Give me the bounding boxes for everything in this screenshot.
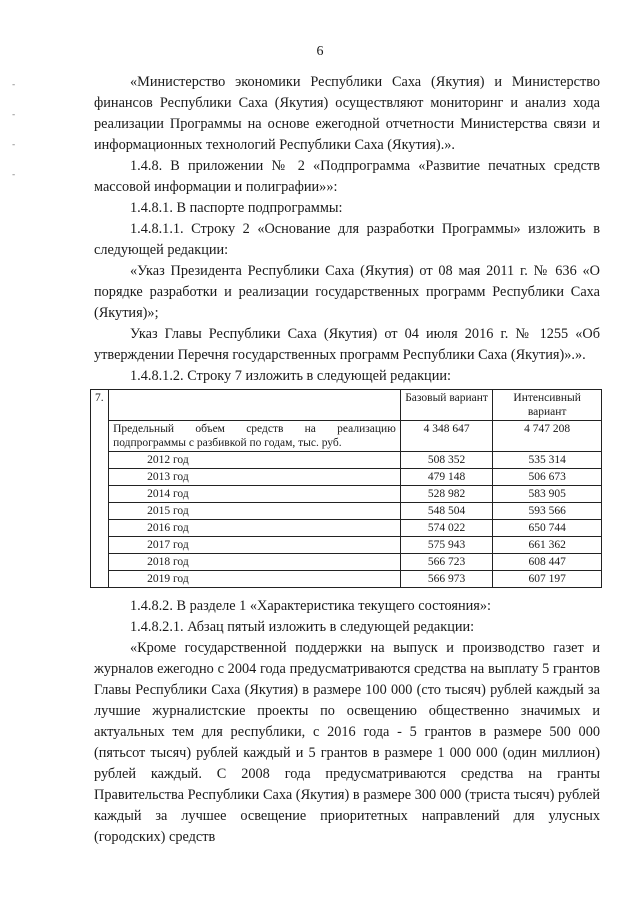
margin-mark: - bbox=[12, 170, 16, 180]
year-cell: 2013 год bbox=[109, 469, 401, 486]
base-value-cell: 566 973 bbox=[400, 571, 493, 588]
paragraph: «Кроме государственной поддержки на выпуск и производство газет и журналов ежегодно с 2004 года предусматриваются средства на выплату 5 грантов Главы Республики Саха (Якутия) в размере 100 000 (сто тысяч) рублей каждый за лучшие журналистские проекты по освещению общественно значимых и актуальных тем для республики, с 2016 года - 5 грантов в размере 500 000 (пятьсот тысяч) рублей каждый и 5 грантов в размере 1 000 000 (один миллион) рублей каждый. С 2008 года предусматриваются средства на гранты Правительства Республики Саха (Якутия) в размере 300 000 (триста тысяч) рублей каждый за лучшее освещение приоритетных направлений для улусных (городских) средств bbox=[94, 640, 600, 845]
paragraph: 1.4.8.2. В разделе 1 «Характеристика текущего состояния»: bbox=[130, 598, 491, 614]
paragraph: 1.4.8. В приложении № 2 «Подпрограмма «Развитие печатных средств массовой информации и полиграфии»»: bbox=[94, 158, 600, 195]
margin-mark: - bbox=[12, 80, 16, 90]
table-row bbox=[91, 452, 602, 469]
col-header-intensive: Интенсивный вариант bbox=[493, 390, 602, 421]
paragraph: «Указ Президента Республики Саха (Якутия) от 08 мая 2011 г. № 636 «О порядке разработки и реализации государственных программ Республики Саха (Якутия)»; bbox=[94, 263, 600, 321]
paragraph: Указ Главы Республики Саха (Якутия) от 04 июля 2016 г. № 1255 «Об утверждении Перечня государственных программ Республики Саха (Якутия)».». bbox=[94, 326, 600, 363]
intensive-value-cell: 608 447 bbox=[493, 554, 602, 571]
total-base-cell: 4 348 647 bbox=[400, 421, 493, 452]
year-cell: 2014 год bbox=[109, 486, 401, 503]
paragraph: 1.4.8.1. В паспорте подпрограммы: bbox=[130, 200, 343, 216]
base-value-cell: 574 022 bbox=[400, 520, 493, 537]
funding-table-wrapper bbox=[90, 389, 602, 588]
intensive-value-cell: 607 197 bbox=[493, 571, 602, 588]
margin-marks bbox=[12, 70, 15, 190]
page-number: 6 bbox=[316, 44, 324, 59]
table-header-row bbox=[91, 390, 602, 421]
table-row bbox=[91, 554, 602, 571]
year-cell: 2017 год bbox=[109, 537, 401, 554]
paragraph: 1.4.8.2.1. Абзац пятый изложить в следующей редакции: bbox=[130, 619, 475, 635]
empty-header-cell bbox=[109, 390, 401, 421]
intensive-value-cell: 535 314 bbox=[493, 452, 602, 469]
intensive-value-cell: 650 744 bbox=[493, 520, 602, 537]
row-number-cell: 7. bbox=[91, 390, 109, 588]
year-cell: 2019 год bbox=[109, 571, 401, 588]
table-row bbox=[91, 571, 602, 588]
document-body bbox=[94, 72, 600, 848]
base-value-cell: 548 504 bbox=[400, 503, 493, 520]
table-row bbox=[91, 520, 602, 537]
table-label-cell: Предельный объем средств на реализацию подпрограммы с разбивкой по годам, тыс. руб. bbox=[109, 421, 401, 452]
total-intensive-cell: 4 747 208 bbox=[493, 421, 602, 452]
base-value-cell: 479 148 bbox=[400, 469, 493, 486]
year-cell: 2012 год bbox=[109, 452, 401, 469]
table-total-row bbox=[91, 421, 602, 452]
table-row bbox=[91, 469, 602, 486]
intensive-value-cell: 583 905 bbox=[493, 486, 602, 503]
intensive-value-cell: 506 673 bbox=[493, 469, 602, 486]
base-value-cell: 508 352 bbox=[400, 452, 493, 469]
table-row bbox=[91, 503, 602, 520]
paragraph: 1.4.8.1.2. Строку 7 изложить в следующей редакции: bbox=[130, 368, 451, 384]
paragraph: 1.4.8.1.1. Строку 2 «Основание для разработки Программы» изложить в следующей редакции: bbox=[94, 221, 600, 258]
year-cell: 2018 год bbox=[109, 554, 401, 571]
intensive-value-cell: 593 566 bbox=[493, 503, 602, 520]
base-value-cell: 566 723 bbox=[400, 554, 493, 571]
paragraph: «Министерство экономики Республики Саха (Якутия) и Министерство финансов Республики Саха (Якутия) осуществляют мониторинг и анализ хода реализации Программы на основе ежегодной отчетности Министерства связи и информационных технологий Республики Саха (Якутия).». bbox=[94, 74, 600, 153]
table-row bbox=[91, 537, 602, 554]
table-row bbox=[91, 486, 602, 503]
intensive-value-cell: 661 362 bbox=[493, 537, 602, 554]
base-value-cell: 528 982 bbox=[400, 486, 493, 503]
year-cell: 2015 год bbox=[109, 503, 401, 520]
base-value-cell: 575 943 bbox=[400, 537, 493, 554]
funding-table bbox=[90, 389, 602, 588]
year-cell: 2016 год bbox=[109, 520, 401, 537]
margin-mark: - bbox=[12, 110, 16, 120]
col-header-base: Базовый вариант bbox=[400, 390, 493, 421]
margin-mark: - bbox=[12, 140, 16, 150]
